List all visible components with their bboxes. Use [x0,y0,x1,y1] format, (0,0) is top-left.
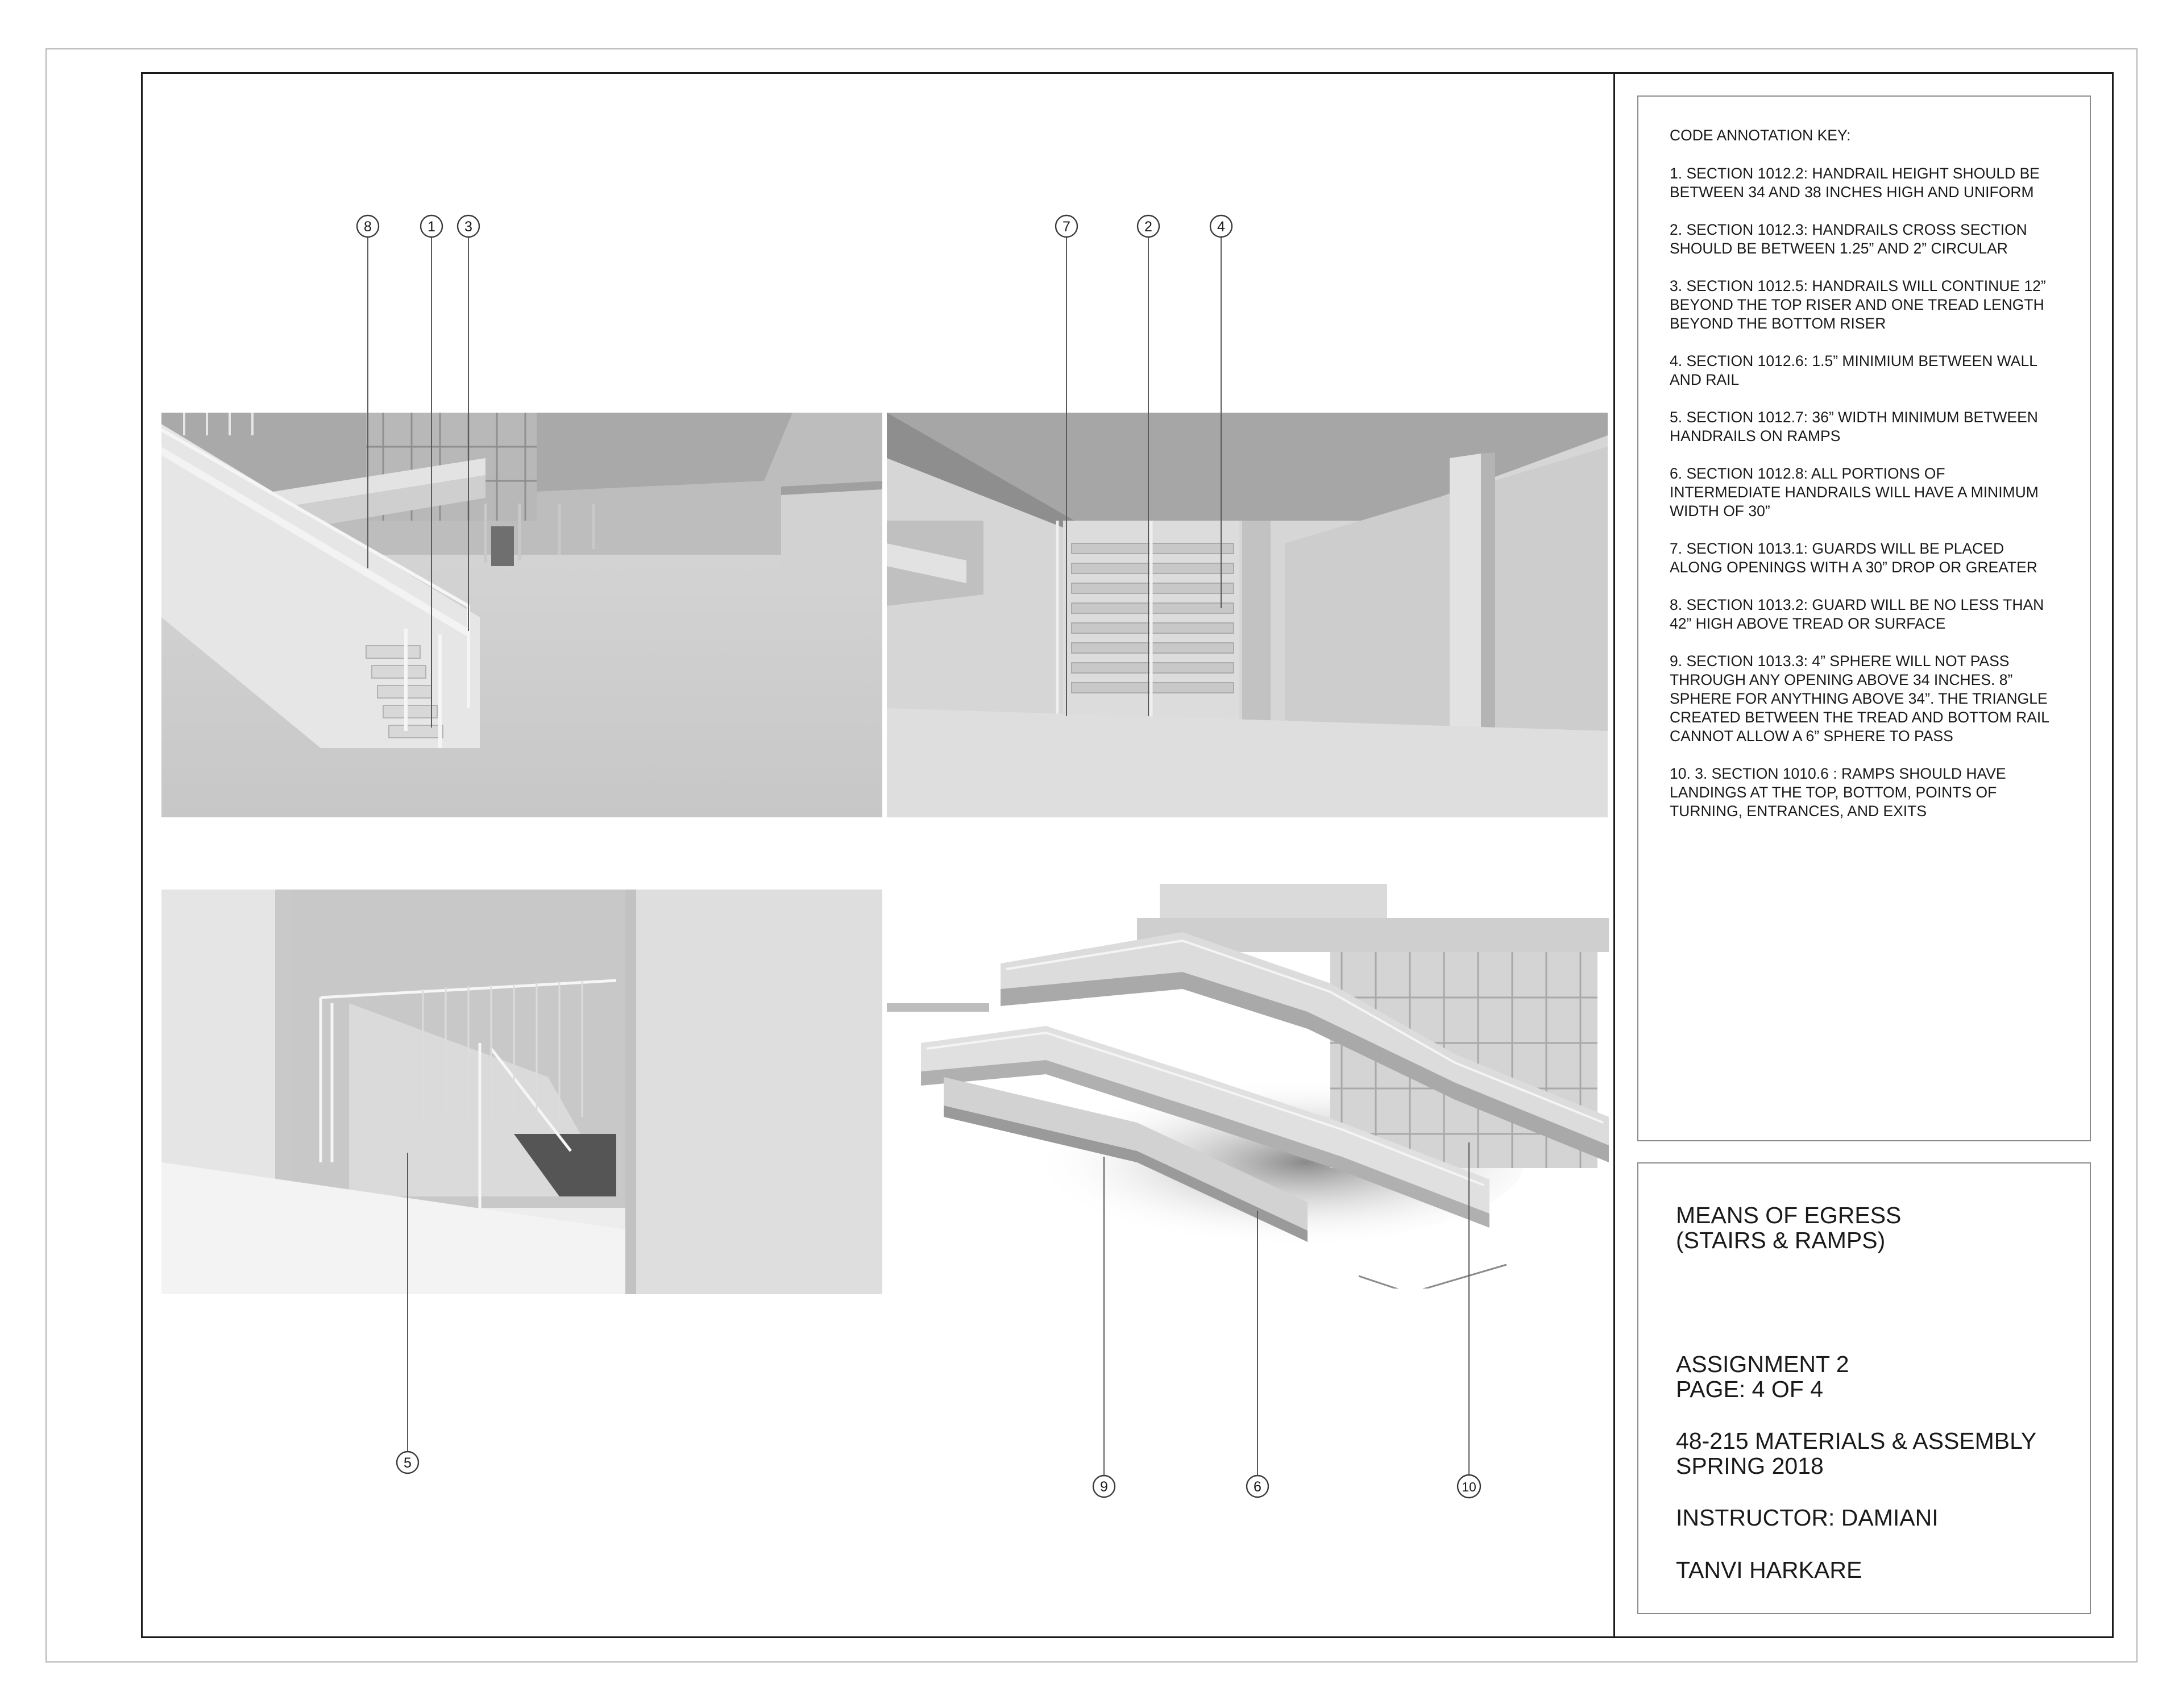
page-number: PAGE: 4 OF 4 [1676,1376,1823,1402]
callout-4 [1210,215,1232,237]
svg-text:7: 7 [1063,219,1070,235]
svg-text:8: 8 [364,219,372,235]
annotation-item-5: 5. SECTION 1012.7: 36” WIDTH MINIMUM BETWEEN HANDRAILS ON RAMPS [1670,409,2038,444]
callout-8 [357,215,379,237]
term-label: SPRING 2018 [1676,1453,1824,1479]
annotation-item-3: 3. SECTION 1012.5: HANDRAILS WILL CONTINUE 12” BEYOND THE TOP RISER AND ONE TREAD LENGTH BEYOND THE BOTTOM RISER [1670,277,2046,332]
svg-text:1: 1 [428,219,435,235]
callout-2 [1138,215,1159,237]
callout-3 [458,215,479,237]
annotation-key-heading: CODE ANNOTATION KEY: [1670,127,1851,144]
sheet-title-line-2: (STAIRS & RAMPS) [1676,1227,1886,1253]
callout-5 [397,1452,418,1473]
svg-text:9: 9 [1100,1479,1108,1495]
instructor-label: INSTRUCTOR: DAMIANI [1676,1505,1939,1531]
svg-text:4: 4 [1217,219,1225,235]
svg-text:3: 3 [464,219,472,235]
annotation-item-1: 1. SECTION 1012.2: HANDRAIL HEIGHT SHOULD BE BETWEEN 34 AND 38 INCHES HIGH AND UNIFORM [1670,165,2040,201]
svg-text:10: 10 [1462,1480,1476,1494]
callout-1 [421,215,442,237]
annotation-item-2: 2. SECTION 1012.3: HANDRAILS CROSS SECTION SHOULD BE BETWEEN 1.25” AND 2” CIRCULAR [1670,221,2027,257]
annotation-item-6: 6. SECTION 1012.8: ALL PORTIONS OF INTERMEDIATE HANDRAILS WILL HAVE A MINIMUM WIDTH OF 30” [1670,465,2039,520]
annotation-item-4: 4. SECTION 1012.6: 1.5” MINIMIUM BETWEEN WALL AND RAIL [1670,352,2037,388]
svg-text:2: 2 [1144,219,1152,235]
annotation-item-10: 10. 3. SECTION 1010.6 : RAMPS SHOULD HAVE LANDINGS AT THE TOP, BOTTOM, POINTS OF TURNING, ENTRANCES, AND EXITS [1670,765,2006,820]
annotation-item-9: 9. SECTION 1013.3: 4” SPHERE WILL NOT PASS THROUGH ANY OPENING ABOVE 34 INCHES. 8” SPHERE FOR ANYTHING ABOVE 34”. THE TRIANGLE CREATED BETWEEN THE TREAD AND BOTTOM RAIL CANNOT ALLOW A 6” SPHERE TO PASS [1670,653,2049,745]
svg-text:6: 6 [1254,1479,1261,1495]
course-label: 48-215 MATERIALS & ASSEMBLY [1676,1428,2037,1454]
annotation-key [1670,126,2079,840]
annotation-item-8: 8. SECTION 1013.2: GUARD WILL BE NO LESS THAN 42” HIGH ABOVE TREAD OR SURFACE [1670,596,2044,632]
callout-7 [1056,215,1077,237]
student-name: TANVI HARKARE [1676,1557,1862,1583]
assignment-label: ASSIGNMENT 2 [1676,1351,1849,1377]
callout-9 [1093,1476,1115,1497]
sheet-title-line-1: MEANS OF EGRESS [1676,1202,1902,1228]
callout-10 [1458,1475,1480,1498]
annotation-item-7: 7. SECTION 1013.1: GUARDS WILL BE PLACED ALONG OPENINGS WITH A 30” DROP OR GREATER [1670,540,2037,576]
svg-text:5: 5 [404,1455,412,1471]
callout-6 [1247,1476,1268,1497]
